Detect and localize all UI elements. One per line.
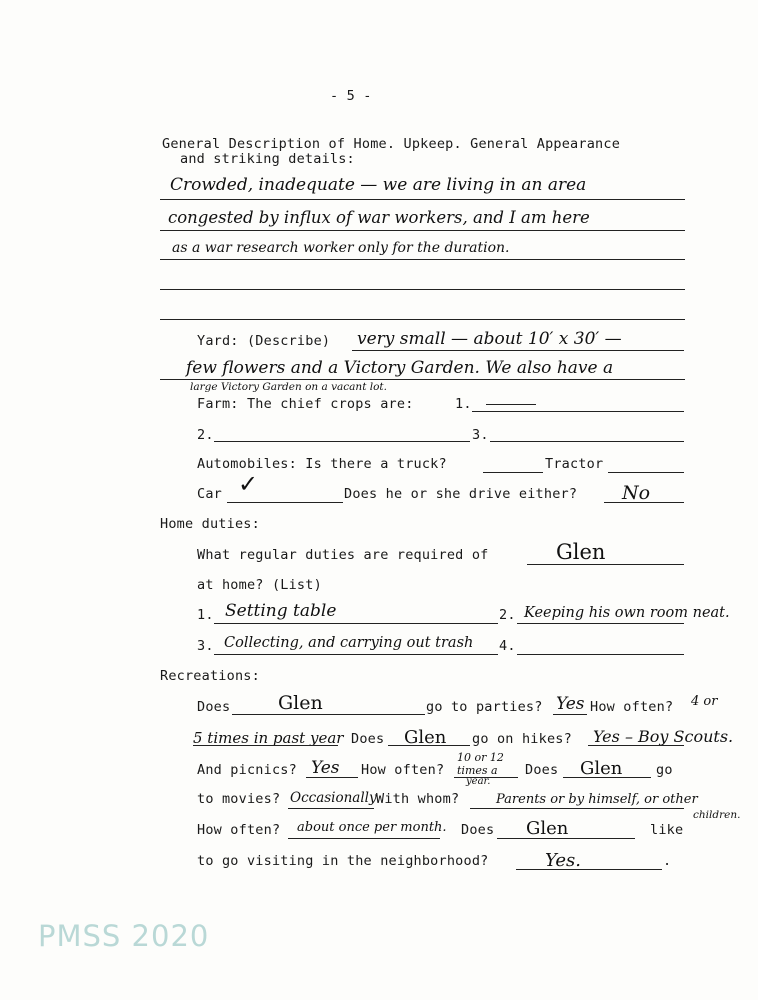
description-line-2 — [160, 230, 685, 231]
hikes-answer: Yes – Boy Scouts. — [593, 727, 734, 746]
watermark: PMSS 2020 — [38, 919, 210, 953]
movies-name-line — [563, 777, 651, 778]
description-line-3 — [160, 259, 685, 260]
general-description-label: General Description of Home. Upkeep. General Appearance — [162, 136, 621, 152]
duty-4-line — [517, 654, 684, 655]
description-line-5 — [160, 319, 685, 320]
yard-answer-line-3: large Victory Garden on a vacant lot. — [190, 381, 387, 393]
hikes-name: Glen — [404, 727, 447, 748]
tractor-label: Tractor — [545, 456, 604, 472]
parties-answer: Yes — [556, 694, 585, 714]
description-answer-line-3: as a war research worker only for the duration. — [172, 240, 510, 256]
duty-3-line — [214, 654, 498, 655]
movies-answer: Occasionally — [290, 790, 377, 806]
visiting-answer-line — [516, 869, 662, 870]
yard-answer-line-1: very small — about 10′ x 30′ — — [357, 329, 622, 349]
yard-answer-line-2: few flowers and a Victory Garden. We also have a — [186, 358, 614, 378]
picnics-frequency-line — [454, 777, 518, 778]
description-answer-line-2: congested by influx of war workers, and I am here — [168, 208, 590, 227]
movies-with-whom: With whom? — [376, 791, 460, 807]
movies-frequency: about once per month. — [297, 820, 447, 835]
drive-line — [604, 502, 684, 503]
hikes-answer-line — [588, 745, 684, 746]
visiting-does: Does — [461, 822, 495, 838]
visiting-period: . — [663, 853, 672, 869]
movies-whom-b: children. — [693, 809, 741, 821]
visiting-name: Glen — [526, 818, 569, 839]
movies-whom-line — [470, 808, 684, 809]
automobiles-label: Automobiles: Is there a truck? — [197, 456, 447, 472]
picnics-how-often: How often? — [361, 762, 445, 778]
visiting-like: like — [650, 822, 684, 838]
duty-number-2: 2. — [499, 607, 516, 623]
duties-child-name: Glen — [556, 540, 606, 564]
picnics-frequency-c: year. — [466, 776, 491, 787]
movies-question: to movies? — [197, 791, 281, 807]
drive-label: Does he or she drive either? — [344, 486, 578, 502]
yard-line-1 — [352, 350, 684, 351]
picnics-answer: Yes — [311, 758, 340, 778]
movies-does: Does — [525, 762, 559, 778]
movies-answer-line — [288, 808, 374, 809]
duty-number-4: 4. — [499, 638, 516, 654]
hikes-does: Does — [351, 731, 385, 747]
hikes-question: go on hikes? — [472, 731, 572, 747]
movies-whom-a: Parents or by himself, or other — [496, 792, 698, 807]
car-label: Car — [197, 486, 222, 502]
parties-how-often: How often? — [590, 699, 674, 715]
duty-number-3: 3. — [197, 638, 214, 654]
crop-number-1: 1. — [455, 396, 472, 412]
picnics-question: And picnics? — [197, 762, 297, 778]
duty-2-line — [517, 623, 684, 624]
tractor-line — [608, 472, 684, 473]
movies-go: go — [656, 762, 673, 778]
crop-2-line — [214, 441, 470, 442]
yard-label: Yard: (Describe) — [197, 333, 331, 349]
parties-frequency-a: 4 or — [691, 694, 718, 709]
description-answer-line-1: Crowded, inadequate — we are living in an area — [170, 175, 587, 195]
crop-number-3: 3. — [472, 427, 489, 443]
duties-question-2: at home? (List) — [197, 577, 322, 593]
parties-answer-line — [553, 714, 587, 715]
general-description-label-2: and striking details: — [180, 151, 355, 167]
truck-line — [483, 472, 543, 473]
movies-name: Glen — [580, 758, 623, 779]
parties-name: Glen — [278, 692, 323, 714]
picnics-frequency-b: times a — [457, 764, 498, 777]
parties-question: go to parties? — [426, 699, 543, 715]
crop-1-line — [472, 411, 684, 412]
picnics-answer-line — [306, 777, 358, 778]
duty-3: Collecting, and carrying out trash — [224, 635, 474, 651]
yard-line-2 — [160, 379, 685, 380]
description-line-1 — [160, 199, 685, 200]
car-checkmark: ✓ — [238, 470, 259, 498]
parties-frequency-line — [193, 745, 338, 746]
crop-number-2: 2. — [197, 427, 214, 443]
farm-label: Farm: The chief crops are: — [197, 396, 414, 412]
parties-name-line — [232, 714, 425, 715]
visiting-answer: Yes. — [545, 850, 581, 871]
description-line-4 — [160, 289, 685, 290]
recreations-heading: Recreations: — [160, 668, 260, 684]
duty-2: Keeping his own room neat. — [524, 605, 730, 621]
movies-how-often: How often? — [197, 822, 281, 838]
duty-1-line — [214, 623, 498, 624]
hikes-name-line — [388, 745, 470, 746]
parties-does: Does — [197, 699, 231, 715]
visiting-question: to go visiting in the neighborhood? — [197, 853, 489, 869]
picnics-frequency-a: 10 or 12 — [457, 751, 504, 764]
visiting-name-line — [497, 838, 635, 839]
parties-frequency-b: 5 times in past year — [193, 729, 344, 747]
duty-1: Setting table — [225, 601, 337, 621]
child-name-line — [527, 564, 684, 565]
page-number: - 5 - — [330, 88, 372, 104]
crop-3-line — [490, 441, 684, 442]
car-line — [227, 502, 343, 503]
drive-answer: No — [622, 482, 651, 504]
duty-number-1: 1. — [197, 607, 214, 623]
home-duties-heading: Home duties: — [160, 516, 260, 532]
movies-frequency-line — [288, 838, 440, 839]
crop-1-dash-mark — [486, 404, 536, 405]
duties-question: What regular duties are required of — [197, 547, 489, 563]
